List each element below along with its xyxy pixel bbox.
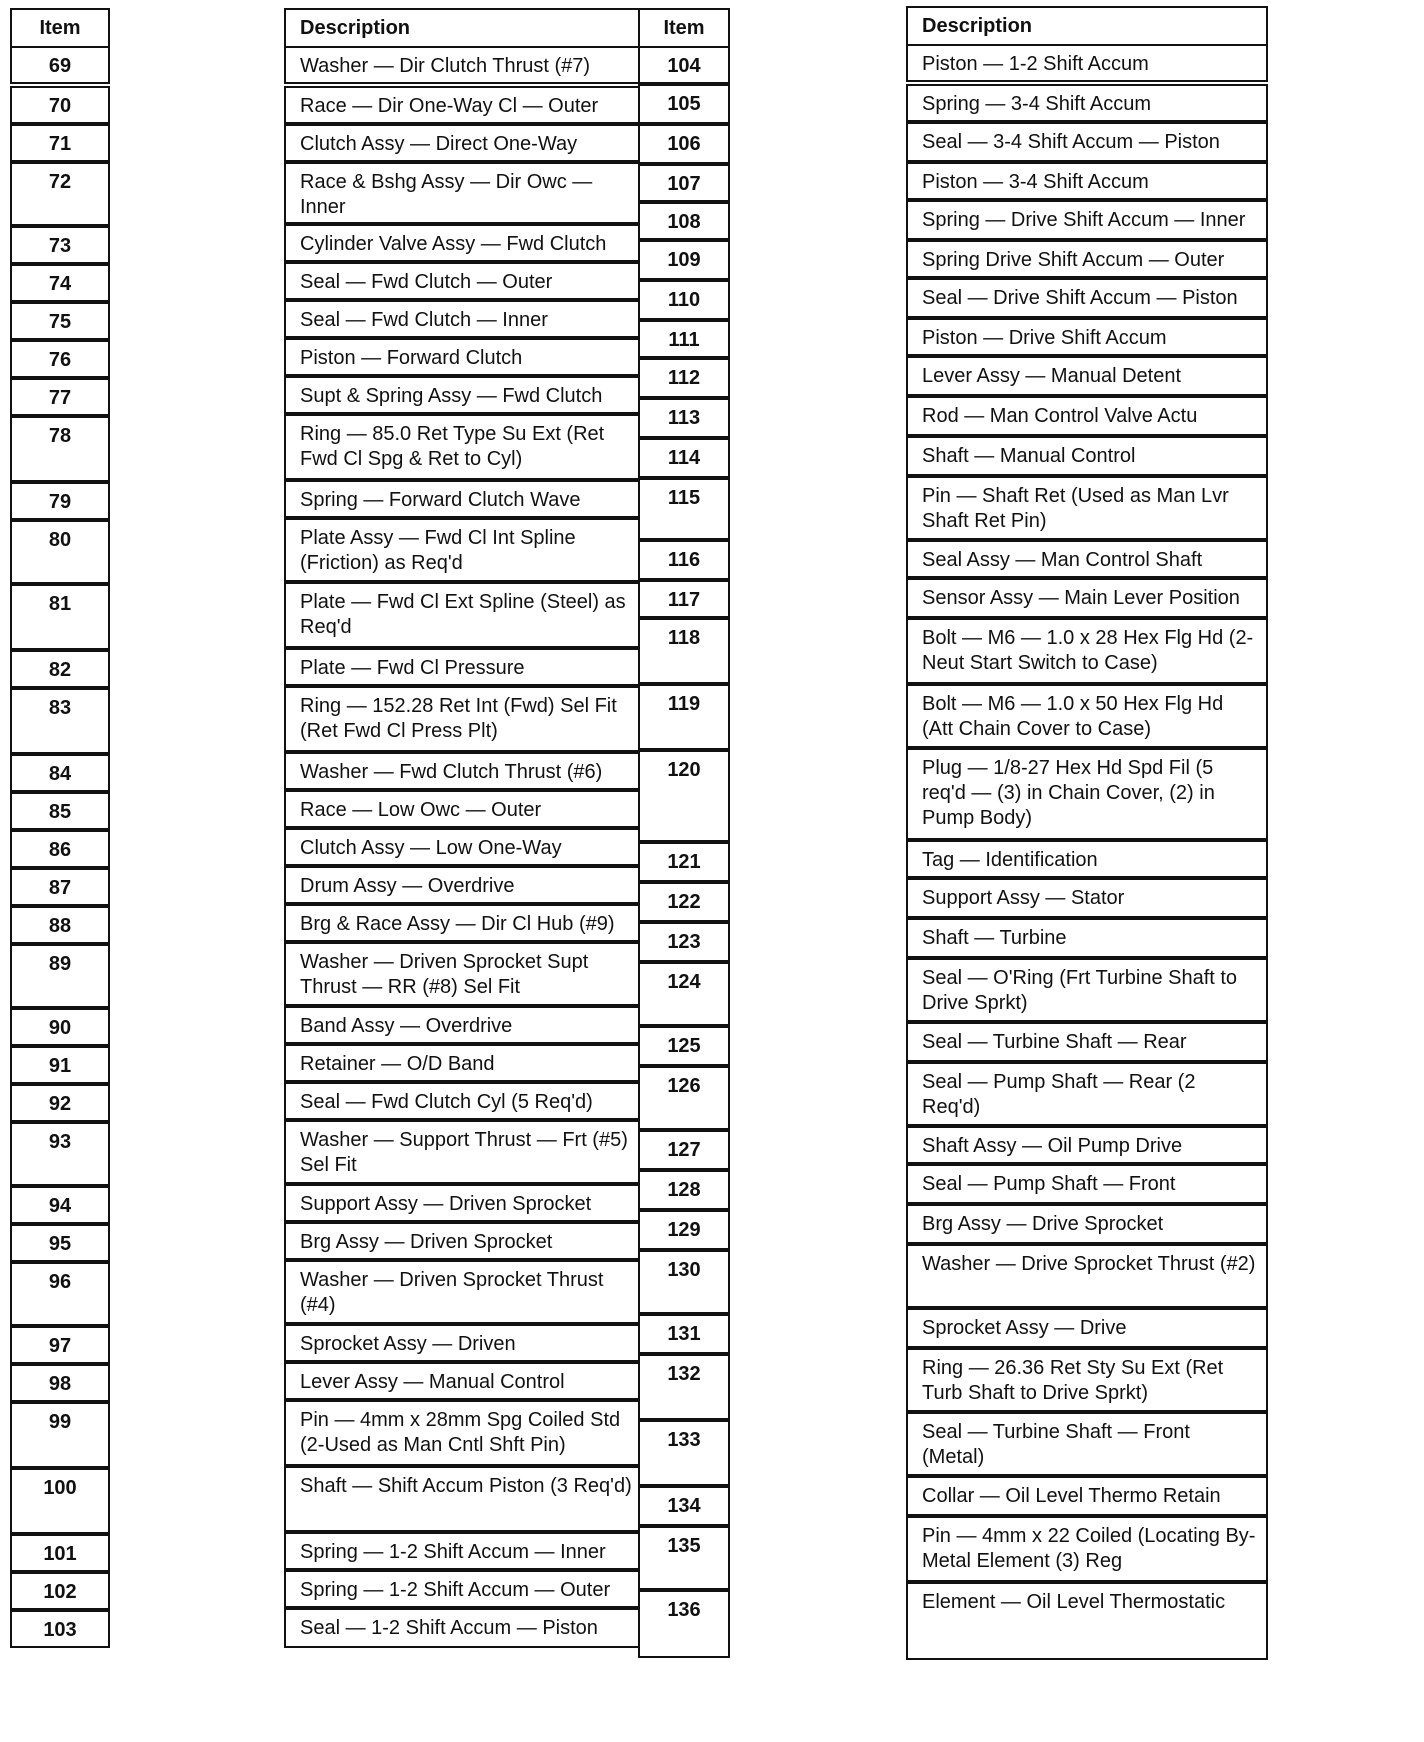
description-cell: Spring — 3-4 Shift Accum [906,84,1268,122]
item-number-cell: 93 [10,1122,110,1186]
description-cell: Spring — Drive Shift Accum — Inner [906,200,1268,240]
description-cell: Ring — 26.36 Ret Sty Su Ext (Ret Turb Shaft to Drive Sprkt) [906,1348,1268,1412]
description-cell: Brg & Race Assy — Dir Cl Hub (#9) [284,904,644,942]
item-number-cell: 101 [10,1534,110,1572]
description-cell: Sprocket Assy — Driven [284,1324,644,1362]
item-number-cell: 96 [10,1262,110,1326]
item-number-cell: 123 [638,922,730,962]
item-number-cell: 114 [638,438,730,478]
description-cell: Sensor Assy — Main Lever Position [906,578,1268,618]
description-cell: Shaft — Turbine [906,918,1268,958]
description-cell: Bolt — M6 — 1.0 x 28 Hex Flg Hd (2-Neut Start Switch to Case) [906,618,1268,684]
item-number-cell: 116 [638,540,730,580]
description-cell: Shaft — Shift Accum Piston (3 Req'd) [284,1466,644,1532]
item-number-cell: 132 [638,1354,730,1420]
item-number-cell: 109 [638,240,730,280]
description-cell: Shaft — Manual Control [906,436,1268,476]
description-cell: Clutch Assy — Direct One-Way [284,124,644,162]
description-cell: Clutch Assy — Low One-Way [284,828,644,866]
description-cell: Seal — Pump Shaft — Rear (2 Req'd) [906,1062,1268,1126]
item-number-cell: 85 [10,792,110,830]
description-cell: Band Assy — Overdrive [284,1006,644,1044]
item-number-cell: 82 [10,650,110,688]
description-cell: Collar — Oil Level Thermo Retain [906,1476,1268,1516]
item-number-cell: 78 [10,416,110,482]
item-number-cell: 100 [10,1468,110,1534]
item-number-cell: 108 [638,202,730,240]
item-number-cell: 127 [638,1130,730,1170]
description-cell: Lever Assy — Manual Detent [906,356,1268,396]
item-number-cell: 75 [10,302,110,340]
description-cell: Cylinder Valve Assy — Fwd Clutch [284,224,644,262]
description-cell: Seal — Turbine Shaft — Rear [906,1022,1268,1062]
item-number-cell: 70 [10,86,110,124]
description-column-header: Description [906,6,1268,46]
item-number-cell: 71 [10,124,110,162]
item-number-cell: 102 [10,1572,110,1610]
item-number-cell: 135 [638,1526,730,1590]
description-cell: Spring — Forward Clutch Wave [284,480,644,518]
description-cell: Plate — Fwd Cl Pressure [284,648,644,686]
item-number-cell: 94 [10,1186,110,1224]
item-number-cell: 77 [10,378,110,416]
item-number-cell: 105 [638,84,730,124]
item-number-cell: 69 [10,46,110,84]
item-number-cell: 106 [638,124,730,164]
description-cell: Plate Assy — Fwd Cl Int Spline (Friction) as Req'd [284,518,644,582]
description-cell: Race — Dir One-Way Cl — Outer [284,86,644,124]
item-number-cell: 73 [10,226,110,264]
item-number-cell: 76 [10,340,110,378]
description-cell: Pin — 4mm x 28mm Spg Coiled Std (2-Used as Man Cntl Shft Pin) [284,1400,644,1466]
item-number-cell: 128 [638,1170,730,1210]
description-cell: Ring — 85.0 Ret Type Su Ext (Ret Fwd Cl Spg & Ret to Cyl) [284,414,644,480]
description-cell: Washer — Driven Sprocket Thrust (#4) [284,1260,644,1324]
description-cell: Seal — Fwd Clutch — Inner [284,300,644,338]
description-cell: Seal — Fwd Clutch Cyl (5 Req'd) [284,1082,644,1120]
description-cell: Ring — 152.28 Ret Int (Fwd) Sel Fit (Ret Fwd Cl Press Plt) [284,686,644,752]
item-number-cell: 88 [10,906,110,944]
description-cell: Plate — Fwd Cl Ext Spline (Steel) as Req'd [284,582,644,648]
description-cell: Washer — Fwd Clutch Thrust (#6) [284,752,644,790]
item-number-cell: 79 [10,482,110,520]
description-cell: Spring — 1-2 Shift Accum — Outer [284,1570,644,1608]
description-cell: Piston — Drive Shift Accum [906,318,1268,356]
description-cell: Supt & Spring Assy — Fwd Clutch [284,376,644,414]
item-number-cell: 117 [638,580,730,618]
item-number-cell: 86 [10,830,110,868]
item-number-cell: 89 [10,944,110,1008]
item-number-cell: 126 [638,1066,730,1130]
description-cell: Washer — Drive Sprocket Thrust (#2) [906,1244,1268,1308]
item-number-cell: 83 [10,688,110,754]
item-number-cell: 111 [638,320,730,358]
item-number-cell: 91 [10,1046,110,1084]
description-cell: Brg Assy — Drive Sprocket [906,1204,1268,1244]
item-number-cell: 119 [638,684,730,750]
item-number-cell: 121 [638,842,730,882]
item-number-cell: 112 [638,358,730,398]
description-cell: Spring Drive Shift Accum — Outer [906,240,1268,278]
item-number-cell: 110 [638,280,730,320]
item-number-cell: 103 [10,1610,110,1648]
item-number-cell: 136 [638,1590,730,1658]
item-number-cell: 84 [10,754,110,792]
item-number-cell: 125 [638,1026,730,1066]
description-cell: Seal — Fwd Clutch — Outer [284,262,644,300]
description-cell: Bolt — M6 — 1.0 x 50 Hex Flg Hd (Att Chain Cover to Case) [906,684,1268,748]
description-cell: Rod — Man Control Valve Actu [906,396,1268,436]
description-cell: Plug — 1/8-27 Hex Hd Spd Fil (5 req'd — (3) in Chain Cover, (2) in Pump Body) [906,748,1268,840]
item-number-cell: 115 [638,478,730,540]
description-cell: Seal — Pump Shaft — Front [906,1164,1268,1204]
description-cell: Piston — Forward Clutch [284,338,644,376]
description-cell: Pin — Shaft Ret (Used as Man Lvr Shaft Ret Pin) [906,476,1268,540]
item-number-cell: 129 [638,1210,730,1250]
description-cell: Pin — 4mm x 22 Coiled (Locating By-Metal Element (3) Reg [906,1516,1268,1582]
description-cell: Piston — 3-4 Shift Accum [906,162,1268,200]
item-number-cell: 133 [638,1420,730,1486]
item-number-cell: 72 [10,162,110,226]
description-cell: Washer — Dir Clutch Thrust (#7) [284,46,644,84]
description-cell: Seal — O'Ring (Frt Turbine Shaft to Drive Sprkt) [906,958,1268,1022]
item-number-cell: 118 [638,618,730,684]
item-number-cell: 74 [10,264,110,302]
description-cell: Piston — 1-2 Shift Accum [906,44,1268,82]
description-cell: Element — Oil Level Thermostatic [906,1582,1268,1660]
item-number-cell: 92 [10,1084,110,1122]
description-cell: Shaft Assy — Oil Pump Drive [906,1126,1268,1164]
description-cell: Seal — 1-2 Shift Accum — Piston [284,1608,644,1648]
description-cell: Seal — 3-4 Shift Accum — Piston [906,122,1268,162]
description-cell: Seal Assy — Man Control Shaft [906,540,1268,578]
description-cell: Spring — 1-2 Shift Accum — Inner [284,1532,644,1570]
item-number-cell: 130 [638,1250,730,1314]
item-column-header: Item [638,8,730,48]
item-number-cell: 113 [638,398,730,438]
item-number-cell: 107 [638,164,730,202]
item-column-header: Item [10,8,110,48]
description-cell: Seal — Turbine Shaft — Front (Metal) [906,1412,1268,1476]
item-number-cell: 80 [10,520,110,584]
item-number-cell: 97 [10,1326,110,1364]
description-cell: Race & Bshg Assy — Dir Owc — Inner [284,162,644,224]
description-column-header: Description [284,8,644,48]
item-number-cell: 95 [10,1224,110,1262]
item-number-cell: 134 [638,1486,730,1526]
description-cell: Drum Assy — Overdrive [284,866,644,904]
item-number-cell: 124 [638,962,730,1026]
item-number-cell: 120 [638,750,730,842]
description-cell: Retainer — O/D Band [284,1044,644,1082]
item-number-cell: 99 [10,1402,110,1468]
description-cell: Support Assy — Driven Sprocket [284,1184,644,1222]
item-number-cell: 122 [638,882,730,922]
description-cell: Sprocket Assy — Drive [906,1308,1268,1348]
description-cell: Brg Assy — Driven Sprocket [284,1222,644,1260]
description-cell: Washer — Support Thrust — Frt (#5) Sel Fit [284,1120,644,1184]
description-cell: Support Assy — Stator [906,878,1268,918]
item-number-cell: 104 [638,46,730,84]
description-cell: Lever Assy — Manual Control [284,1362,644,1400]
description-cell: Race — Low Owc — Outer [284,790,644,828]
item-number-cell: 90 [10,1008,110,1046]
item-number-cell: 87 [10,868,110,906]
description-cell: Seal — Drive Shift Accum — Piston [906,278,1268,318]
item-number-cell: 98 [10,1364,110,1402]
description-cell: Tag — Identification [906,840,1268,878]
item-number-cell: 131 [638,1314,730,1354]
description-cell: Washer — Driven Sprocket Supt Thrust — RR (#8) Sel Fit [284,942,644,1006]
item-number-cell: 81 [10,584,110,650]
